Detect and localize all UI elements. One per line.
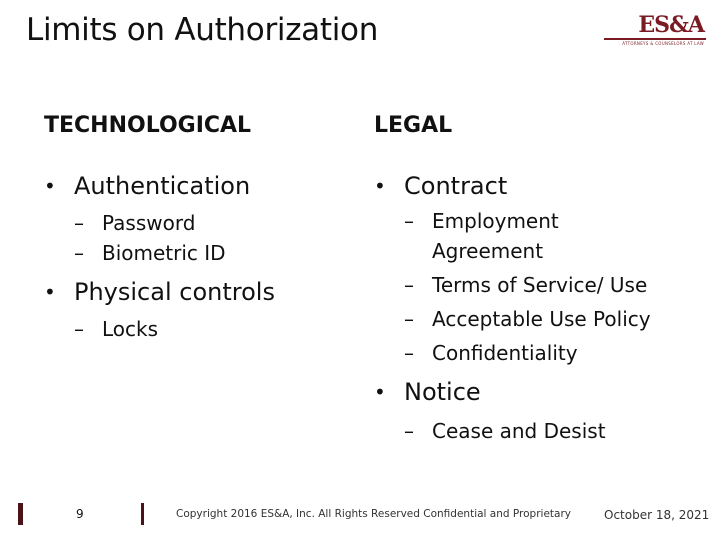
bullet-dot-icon: • [374, 174, 386, 198]
bullet-label: Notice [404, 378, 481, 406]
bullet-authentication [44, 170, 344, 202]
bullet-physical-controls [44, 276, 344, 308]
legal-heading: LEGAL [374, 113, 453, 138]
dash-icon: – [404, 209, 414, 233]
sub-item-label: Locks [102, 317, 159, 341]
sub-item-acceptable-use-policy [404, 304, 704, 334]
sub-item-label: Terms of Service/ Use [432, 273, 648, 297]
sub-item-label: Employment Agreement [432, 209, 559, 263]
footer-date: October 18, 2021 [604, 508, 710, 522]
technological-column [44, 110, 344, 344]
technological-heading: TECHNOLOGICAL [44, 113, 252, 138]
footer-copyright: Copyright 2016 ES&A, Inc. All Rights Reserved Confidential and Proprietary [176, 508, 571, 520]
sub-item-biometric-id [74, 238, 344, 268]
sub-item-label: Cease and Desist [432, 419, 606, 443]
sub-item-locks [74, 314, 344, 344]
sub-item-label: Acceptable Use Policy [432, 307, 651, 331]
sub-item-label: Password [102, 211, 196, 235]
sub-item-employment-agreement [404, 206, 572, 266]
bullet-notice [374, 376, 704, 408]
bullet-contract [374, 170, 704, 202]
sub-item-label: Biometric ID [102, 241, 226, 265]
company-logo [604, 12, 706, 46]
dash-icon: – [404, 341, 414, 365]
legal-column [374, 110, 704, 446]
dash-icon: – [74, 241, 84, 265]
sub-item-cease-and-desist [404, 416, 704, 446]
bullet-label: Authentication [74, 172, 251, 200]
dash-icon: – [404, 273, 414, 297]
dash-icon: – [74, 211, 84, 235]
bullet-label: Physical controls [74, 278, 275, 306]
logo-tagline: ATTORNEYS & COUNSELORS AT LAW [622, 41, 704, 46]
sub-item-label: Confidentiality [432, 341, 578, 365]
logo-mark: ES&A [638, 12, 704, 38]
sub-item-confidentiality [404, 338, 704, 368]
slide-number: 9 [76, 507, 84, 521]
sub-item-terms-of-service [404, 270, 704, 300]
bullet-dot-icon: • [374, 380, 386, 404]
sub-item-password [74, 208, 344, 238]
bullet-label: Contract [404, 172, 508, 200]
bullet-dot-icon: • [44, 174, 56, 198]
dash-icon: – [404, 419, 414, 443]
dash-icon: – [404, 307, 414, 331]
slide-title: Limits on Authorization [26, 12, 379, 48]
bullet-dot-icon: • [44, 280, 56, 304]
logo-rule [604, 38, 706, 40]
dash-icon: – [74, 317, 84, 341]
